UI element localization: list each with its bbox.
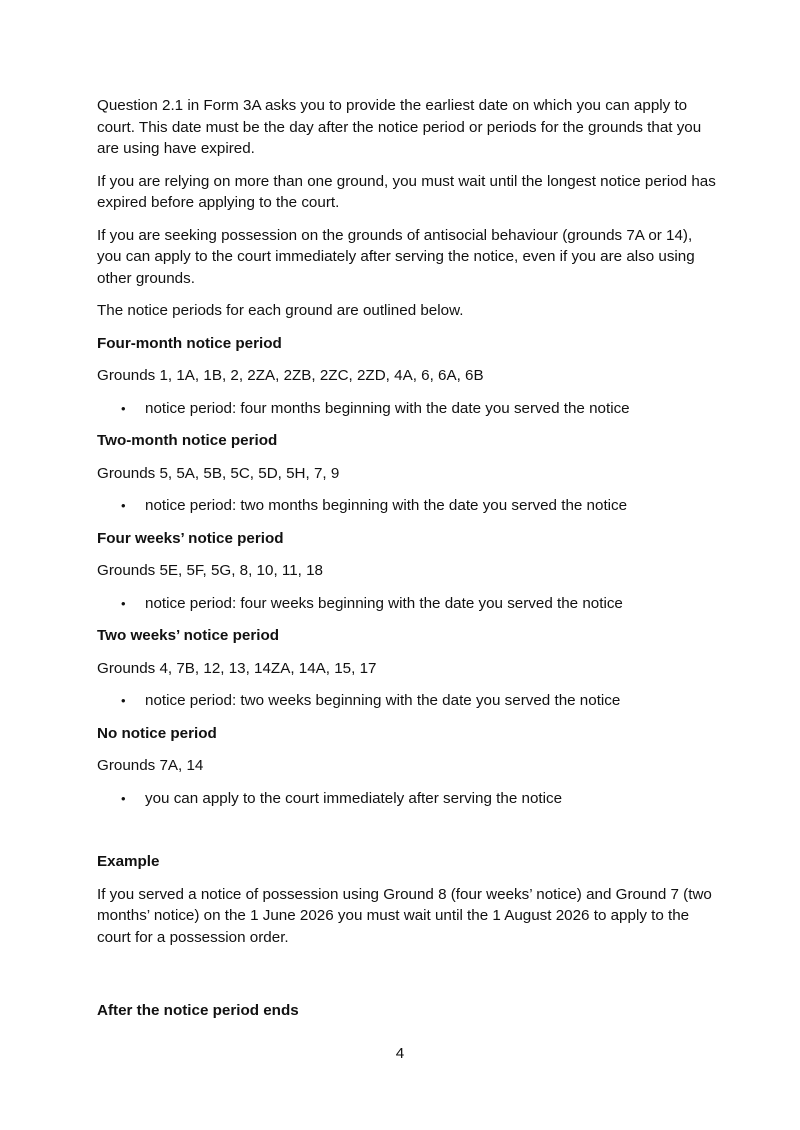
bullet-icon: • [121,790,126,806]
bullet-text: you can apply to the court immediately after serving the notice [145,789,563,807]
intro-paragraph-2: If you are relying on more than one ground, you must wait until the longest notice period has expired before applying to the court. [97,172,716,211]
section-grounds: Grounds 1, 1A, 1B, 2, 2ZA, 2ZB, 2ZC, 2ZD, 4A, 6, 6A, 6B [97,367,484,384]
bullet-item [97,788,717,810]
bullet-icon: • [121,595,126,611]
bullet-text: notice period: four months beginning with the date you served the notice [145,399,630,417]
bullet-list [97,398,717,420]
notice-section-two-weeks [97,625,717,712]
intro-paragraph-3: If you are seeking possession on the grounds of antisocial behaviour (grounds 7A or 14), you can apply to the court immediately after serving the notice, even if you are also using other grounds. [97,226,695,287]
section-grounds: Grounds 4, 7B, 12, 13, 14ZA, 14A, 15, 17 [97,659,377,677]
bullet-list [97,593,717,615]
spacer [97,820,717,851]
notice-section-none [97,723,717,810]
example-text: If you served a notice of possession using Ground 8 (four weeks’ notice) and Ground 7 (two months’ notice) on the 1 June 2026 you must wait until the 1 August 2026 to apply to the court for a possession order. [97,885,712,946]
bullet-icon: • [121,693,126,708]
notice-section-two-month [97,430,717,517]
bullet-text: notice period: two months beginning with the date you served the notice [145,497,628,514]
notice-section-four-month [97,333,717,420]
intro-paragraph-4: The notice periods for each ground are outlined below. [97,302,464,319]
section-heading: Four-month notice period [97,334,282,352]
bullet-item [97,593,717,615]
bullet-icon: • [121,400,126,416]
page-number: 4 [395,1045,405,1062]
example-heading: Example [97,853,160,870]
bullet-item [97,495,717,517]
bullet-item [97,398,717,420]
intro-paragraph-1: Question 2.1 in Form 3A asks you to provide the earliest date on which you can apply to court. This date must be the day after the notice period or periods for the grounds that you are using have expired. [97,97,702,157]
bullet-list [97,690,717,712]
section-heading: Two-month notice period [97,432,278,449]
bullet-list [97,788,717,810]
notice-section-four-weeks [97,528,717,615]
after-notice-heading: After the notice period ends [97,1002,299,1019]
bullet-list [97,495,717,517]
section-heading: No notice period [97,724,217,742]
bullet-text: notice period: two weeks beginning with the date you served the notice [145,692,621,709]
bullet-item [97,690,717,712]
section-grounds: Grounds 5, 5A, 5B, 5C, 5D, 5H, 7, 9 [97,464,340,482]
spacer [97,959,717,1000]
bullet-icon: • [121,498,126,513]
example-section [97,851,717,948]
section-heading: Two weeks’ notice period [97,627,280,644]
section-grounds: Grounds 5E, 5F, 5G, 8, 10, 11, 18 [97,562,323,579]
section-heading: Four weeks’ notice period [97,529,284,547]
bullet-text: notice period: four weeks beginning with the date you served the notice [145,594,623,612]
document-page [97,95,717,1033]
section-grounds: Grounds 7A, 14 [97,757,204,774]
